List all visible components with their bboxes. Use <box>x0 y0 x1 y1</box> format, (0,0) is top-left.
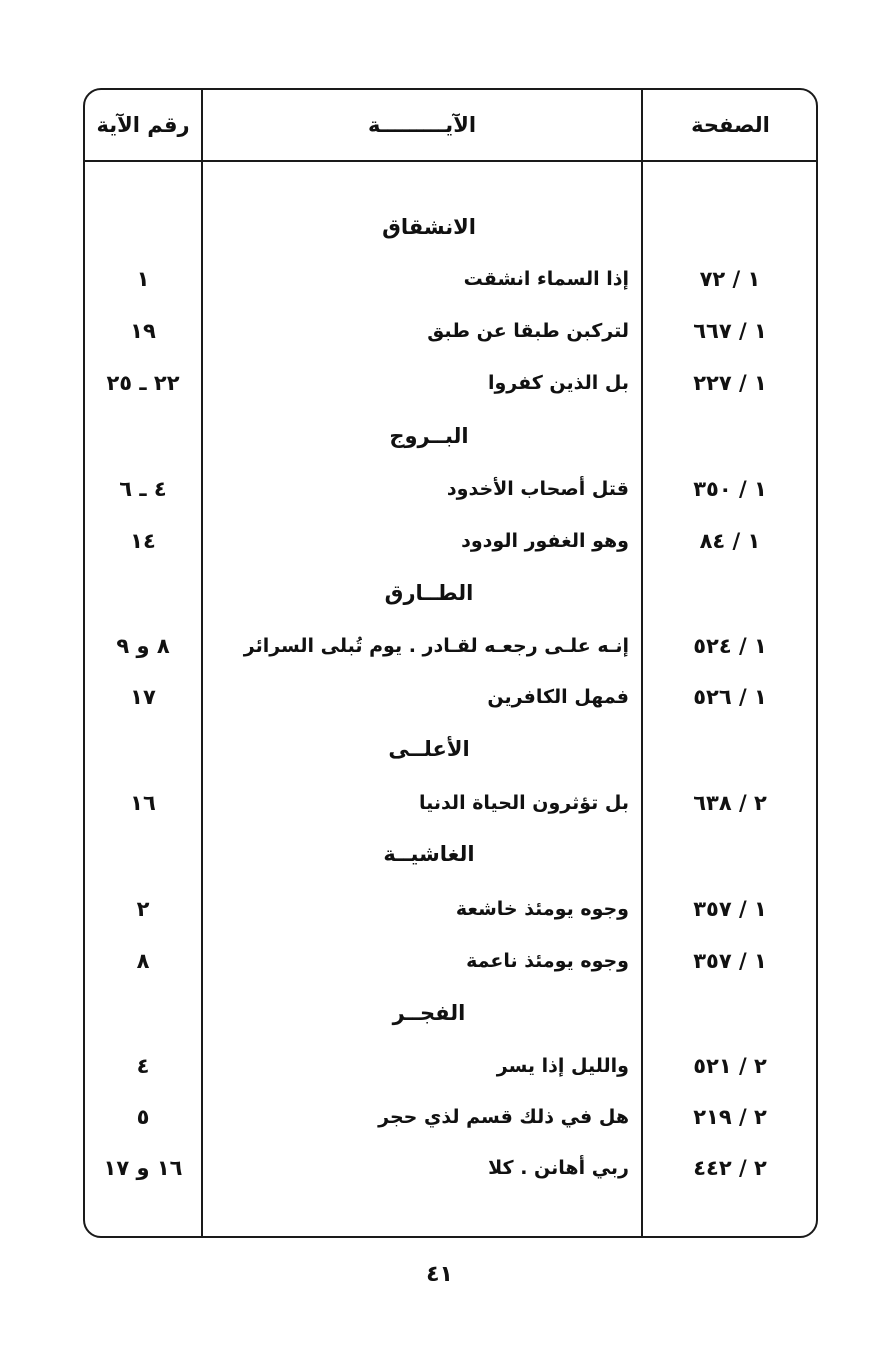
table-row <box>85 883 816 935</box>
verse-text: ربي أهانن . كلا <box>488 1157 629 1179</box>
verse-text: قتل أصحاب الأخدود <box>446 478 629 500</box>
table-row <box>85 671 816 723</box>
verse-number: ١٦ <box>130 791 156 815</box>
surah-title: الانشقاق <box>382 215 476 239</box>
page-reference: ١ / ٦٦٧ <box>693 319 767 343</box>
verse-text: هل في ذلك قسم لذي حجر <box>378 1106 629 1128</box>
verse-number: ١٧ <box>130 685 156 709</box>
surah-title: الطــارق <box>384 581 474 605</box>
verse-text: فمهل الكافرين <box>487 686 629 708</box>
page-reference: ٢ / ٦٣٨ <box>693 791 767 815</box>
verse-text: لتركبن طبقا عن طبق <box>427 320 629 342</box>
table-row <box>85 305 816 357</box>
verse-number: ٥ <box>136 1105 150 1129</box>
surah-row <box>85 410 816 462</box>
verse-number: ٨ <box>136 949 150 973</box>
table-row <box>85 515 816 567</box>
page-reference: ١ / ٣٥٠ <box>693 477 767 501</box>
verse-text: بل الذين كفروا <box>487 372 629 394</box>
verse-number: ٢ <box>136 897 150 921</box>
table-row <box>85 463 816 515</box>
table-row <box>85 1142 816 1194</box>
verse-number: ٢٢ ـ ٢٥ <box>106 371 180 395</box>
verse-number: ٤ <box>136 1054 150 1078</box>
surah-row <box>85 828 816 880</box>
page-reference: ١ / ٣٥٧ <box>693 949 767 973</box>
page-reference: ١ / ٨٤ <box>699 529 761 553</box>
surah-row <box>85 987 816 1039</box>
verse-text: والليل إذا يسر <box>496 1055 629 1077</box>
page-reference: ١ / ٧٢ <box>699 267 761 291</box>
surah-row <box>85 567 816 619</box>
page-reference: ٢ / ٤٤٢ <box>693 1156 767 1180</box>
surah-title: البــروج <box>389 424 469 448</box>
page-reference: ١ / ٣٥٧ <box>693 897 767 921</box>
verse-text: إنـه علـى رجعـه لقـادر . يوم تُبلى السرائر <box>243 635 629 657</box>
header-divider <box>85 160 816 162</box>
table-row <box>85 935 816 987</box>
header-verse-number: رقم الآية <box>96 113 190 137</box>
verse-number: ١٩ <box>130 319 156 343</box>
verse-number: ١٦ و ١٧ <box>103 1156 183 1180</box>
page-reference: ١ / ٥٢٤ <box>693 634 767 658</box>
verse-number: ١٤ <box>130 529 156 553</box>
index-table <box>83 88 818 1238</box>
page-reference: ٢ / ٢١٩ <box>693 1105 767 1129</box>
page-reference: ١ / ٢٢٧ <box>693 371 767 395</box>
page-reference: ٢ / ٥٢١ <box>693 1054 767 1078</box>
verse-number: ٨ و ٩ <box>116 634 170 658</box>
verse-number: ٤ ـ ٦ <box>119 477 167 501</box>
verse-text: وجوه يومئذ خاشعة <box>455 898 629 920</box>
verse-text: وجوه يومئذ ناعمة <box>466 950 629 972</box>
table-row <box>85 357 816 409</box>
verse-number: ١ <box>136 267 150 291</box>
table-row <box>85 777 816 829</box>
surah-title: الغاشيــة <box>383 842 475 866</box>
page-number: ٤١ <box>426 1262 453 1287</box>
surah-title: الأعلــى <box>388 737 470 761</box>
table-row <box>85 620 816 672</box>
table-row <box>85 253 816 305</box>
surah-title: الفجــر <box>392 1001 466 1025</box>
surah-row <box>85 723 816 775</box>
table-row <box>85 1091 816 1143</box>
header-page: الصفحة <box>691 113 770 137</box>
verse-text: وهو الغفور الودود <box>461 530 629 552</box>
surah-row <box>85 201 816 253</box>
header-verse: الآيـــــــــة <box>367 113 477 137</box>
table-row <box>85 1040 816 1092</box>
page-reference: ١ / ٥٢٦ <box>693 685 767 709</box>
verse-text: إذا السماء انشقت <box>463 268 629 290</box>
verse-text: بل تؤثرون الحياة الدنيا <box>418 792 629 814</box>
